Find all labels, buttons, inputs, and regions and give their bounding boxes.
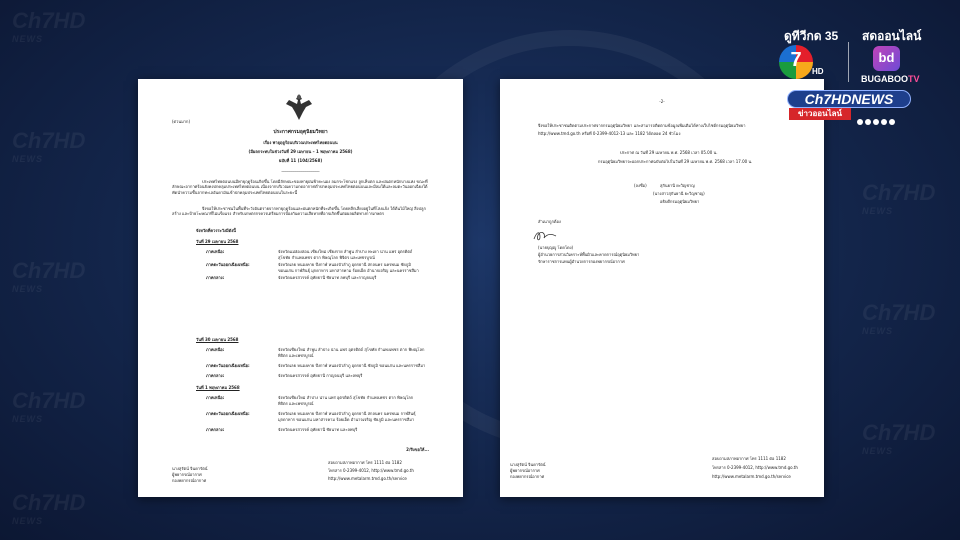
bugaboo-logo-icon: bd <box>873 46 900 71</box>
signer-name-full: (นางสาวสุกันยานี ยะวิญชาญ) <box>653 191 705 196</box>
watermark: Ch7HD NEWS <box>12 388 86 424</box>
footer-right-line: http://www.metalarm.tmd.go.th/service <box>712 474 791 479</box>
tiktok-icon <box>889 119 895 125</box>
youtube-icon <box>865 119 871 125</box>
channel-label: ดูทีวีกด 35 <box>784 29 839 43</box>
paragraph-2: จึงขอให้ประชาชนในพื้นที่ระวังอันตรายจากพายุฤดูร้อนและฝนตกหนักที่จะเกิดขึ้น โดยหลีกเลี่ยงอยู่ในที่โล่งแจ้ง ใต้ต้นไม้ใหญ่ สิ่งปลูกสร้าง และป้ายโฆษณาที่ไม่แข็งแรง สำหรับเกษตรกรควรเตรียมการป้องกันความเสียหายที่อาจเกิดขึ้นต่อผลผลิตทางการเกษตร <box>172 206 426 217</box>
watermark: Ch7HD NEWS <box>862 180 936 216</box>
watermark: Ch7HD NEWS <box>862 420 936 456</box>
region-text: พิจิตร และเพชรบูรณ์ <box>278 401 314 406</box>
watermark: Ch7HD NEWS <box>862 300 936 336</box>
watermark: Ch7HD NEWS <box>12 8 86 44</box>
region-label: ภาคเหนือ: <box>206 395 225 400</box>
copy-title-line: รักษาราชการแทนผู้อำนวยการกองพยากรณ์อากาศ <box>538 259 625 264</box>
watermark: Ch7HD NEWS <box>12 258 86 294</box>
doc-org: ประกาศกรมอุตุนิยมวิทยา <box>273 129 328 135</box>
region-label: ภาคกลาง: <box>206 275 225 280</box>
region-label: ภาคตะวันออกเฉียงเหนือ: <box>206 411 250 416</box>
region-text: จังหวัดนครสวรรค์ อุทัยธานี ชัยนาท และลพบุรี <box>278 427 358 432</box>
intro-line: http://www.tmd.go.th หรือที่ 0-2399-4012-13 และ 1182 ได้ตลอด 24 ชั่วโมง <box>538 131 681 136</box>
region-label: ภาคเหนือ: <box>206 347 225 352</box>
signature-icon <box>532 229 558 243</box>
doc-period: (มีผลกระทบในช่วงวันที่ 29 เมษายน – 1 พฤษภาคม 2568) <box>248 149 353 154</box>
paragraph-1: ประเทศไทยตอนบนมีพายุฤดูร้อนเกิดขึ้น โดยมีลักษณะของพายุฝนฟ้าคะนอง ลมกระโชกแรง ลูกเห็บตก และฝนตกหนักบางแห่ง ขณะที่ลักษณะอากาศร้อนยังคงปกคลุมประเทศไทยตอนบน เนื่องจากบริเวณความกดอากาศต่ำปกคลุมประเทศไทยตอนบนและมีลมใต้และลมตะวันออกเฉียงใต้พัดนำความชื้นจากทะเลอันดามันเข้าปกคลุมประเทศไทยตอนบนในระยะนี้ <box>172 179 428 195</box>
next-issue-line: กรมอุตุนิยมวิทยาจะออกประกาศฉบับต่อไปในวันที่ 29 เมษายน พ.ศ. 2568 เวลา 17.00 น. <box>598 159 753 164</box>
signer-sig-label: (ลงชื่อ) <box>634 183 647 188</box>
region-text: จังหวัดเลย หนองคาย บึงกาฬ หนองบัวลำภู อุดรธานี ชัยภูมิ ขอนแก่น และนครราชสีมา <box>278 363 426 368</box>
region-text: จังหวัดนครสวรรค์ อุทัยธานี กาญจนบุรี และลพบุรี <box>278 373 363 378</box>
day-date: วันที่ 1 พฤษภาคม 2568 <box>196 385 240 390</box>
footer-right-line: โทรสาร 0-2399-4012, http://www.tmd.go.th <box>712 465 798 470</box>
footer-left-line: กองพยากรณ์อากาศ <box>172 478 207 483</box>
watermark: Ch7HD NEWS <box>12 490 86 526</box>
region-text: จังหวัดเชียงใหม่ ลำพูน ลำปาง น่าน แพร่ อุตรดิตถ์ สุโขทัย กำแพงเพชร ตาก พิษณุโลก <box>278 347 425 352</box>
brand-divider <box>848 42 849 82</box>
copy-title-line: ผู้อำนวยการส่วนวิเคราะห์พื้นผิวและคาดการณ์อุตุนิยมวิทยา <box>538 252 640 257</box>
document-page-1 <box>138 79 463 497</box>
footer-left-line: นางสุรัตน์ จินดารัตน์ <box>172 466 208 471</box>
footer-left-line: กองพยากรณ์อากาศ <box>510 474 545 479</box>
footer-right-line: โทรสาร 0-2399-4012, http://www.tmd.go.th <box>328 468 414 473</box>
watermark: Ch7HD NEWS <box>12 128 86 164</box>
areas-heading: จังหวัดที่ควรระวังมีดังนี้ <box>196 228 236 233</box>
region-label: ภาคตะวันออกเฉียงเหนือ: <box>206 262 250 267</box>
region-text: จังหวัดเลย หนองคาย บึงกาฬ หนองบัวลำภู อุดรธานี สกลนคร นครพนม กาฬสินธุ์ <box>278 411 416 416</box>
instagram-icon <box>881 119 887 125</box>
garuda-emblem-icon <box>285 92 313 122</box>
region-text: มุกดาหาร ขอนแก่น มหาสารคาม ร้อยเอ็ด อำนาจเจริญ ชัยภูมิ และนครราชสีมา <box>278 417 415 422</box>
facebook-icon <box>857 119 863 125</box>
region-text: สุโขทัย กำแพงเพชร ตาก พิษณุโลก พิจิตร และเพชรบูรณ์ <box>278 255 375 260</box>
issued-line: ประกาศ ณ วันที่ 29 เมษายน พ.ศ. 2568 เวลา 05.00 น. <box>620 150 718 155</box>
day-date: วันที่ 29 เมษายน 2568 <box>196 239 239 244</box>
line-icon <box>873 119 879 125</box>
region-label: ภาคตะวันออกเฉียงเหนือ: <box>206 363 250 368</box>
ch7hd-news-badge: Ch7HDNEWS ข่าวออนไลน์ <box>787 90 911 122</box>
region-text: พิจิตร และเพชรบูรณ์ <box>278 353 314 358</box>
region-text: จังหวัดเชียงใหม่ ลำปาง น่าน แพร่ อุตรดิตถ์ สุโขทัย กำแพงเพชร ตาก พิษณุโลก <box>278 395 414 400</box>
doc-divider: ___________________ <box>281 167 320 172</box>
page-number: -2- <box>659 99 665 104</box>
continued-note: 2/จึงขอให้... <box>406 447 429 452</box>
footer-right-line: สอบถามสภาพอากาศ โทร 1111 ต่อ 1182 <box>328 460 402 465</box>
copy-name: (นายบุญญู โดดโดง) <box>538 245 574 250</box>
region-text: จังหวัดนครสวรรค์ อุทัยธานี ชัยนาท ลพบุรี และกาญจนบุรี <box>278 275 377 280</box>
online-label: สดออนไลน์ <box>862 29 922 43</box>
intro-line: จึงขอให้ประชาชนติดตามประกาศจากกรมอุตุนิยมวิทยา และสามารถติดตามข้อมูลเพิ่มเติมได้ทางเว็บไซต์กรมอุตุนิยมวิทยา <box>538 123 746 128</box>
ch7-logo-icon: 7 <box>779 45 813 79</box>
doc-subject: เรื่อง พายุฤดูร้อนบริเวณประเทศไทยตอนบน <box>263 140 338 145</box>
footer-left-line: ผู้พยากรณ์อากาศ <box>510 468 540 473</box>
doc-number: ฉบับที่ 11 (104/2568) <box>278 158 323 163</box>
signer-title: อธิบดีกรมอุตุนิยมวิทยา <box>660 199 700 204</box>
region-label: ภาคเหนือ: <box>206 249 225 254</box>
bugaboo-label: BUGABOOTV <box>861 74 920 84</box>
region-text: ขอนแก่น กาฬสินธุ์ มุกดาหาร มหาสารคาม ร้อยเอ็ด อำนาจเจริญ และนครราชสีมา <box>278 268 419 273</box>
document-page-2 <box>500 79 824 497</box>
region-text: จังหวัดเลย หนองคาย บึงกาฬ หนองบัวลำภู อุดรธานี สกลนคร นครพนม ชัยภูมิ <box>278 262 411 267</box>
day-date: วันที่ 30 เมษายน 2568 <box>196 337 239 342</box>
region-label: ภาคกลาง: <box>206 427 225 432</box>
social-icons <box>857 110 897 129</box>
footer-right-line: http://www.metalarm.tmd.go.th/service <box>328 476 407 481</box>
region-label: ภาคกลาง: <box>206 373 225 378</box>
signer-name: สุกันยานี ยะวิญชาญ <box>660 183 695 188</box>
footer-left-line: ผู้พยากรณ์อากาศ <box>172 472 202 477</box>
footer-right-line: สอบถามสภาพอากาศ โทร 1111 ต่อ 1182 <box>712 456 786 461</box>
urgent-tag: (ด่วนมาก) <box>172 119 191 124</box>
copy-label: สำเนาถูกต้อง <box>538 219 561 224</box>
footer-left-line: นางสุรัตน์ จินดารัตน์ <box>510 462 546 467</box>
hd-label: HD <box>812 67 824 76</box>
region-text: จังหวัดแม่ฮ่องสอน เชียงใหม่ เชียงราย ลำพูน ลำปาง พะเยา น่าน แพร่ อุตรดิตถ์ <box>278 249 413 254</box>
